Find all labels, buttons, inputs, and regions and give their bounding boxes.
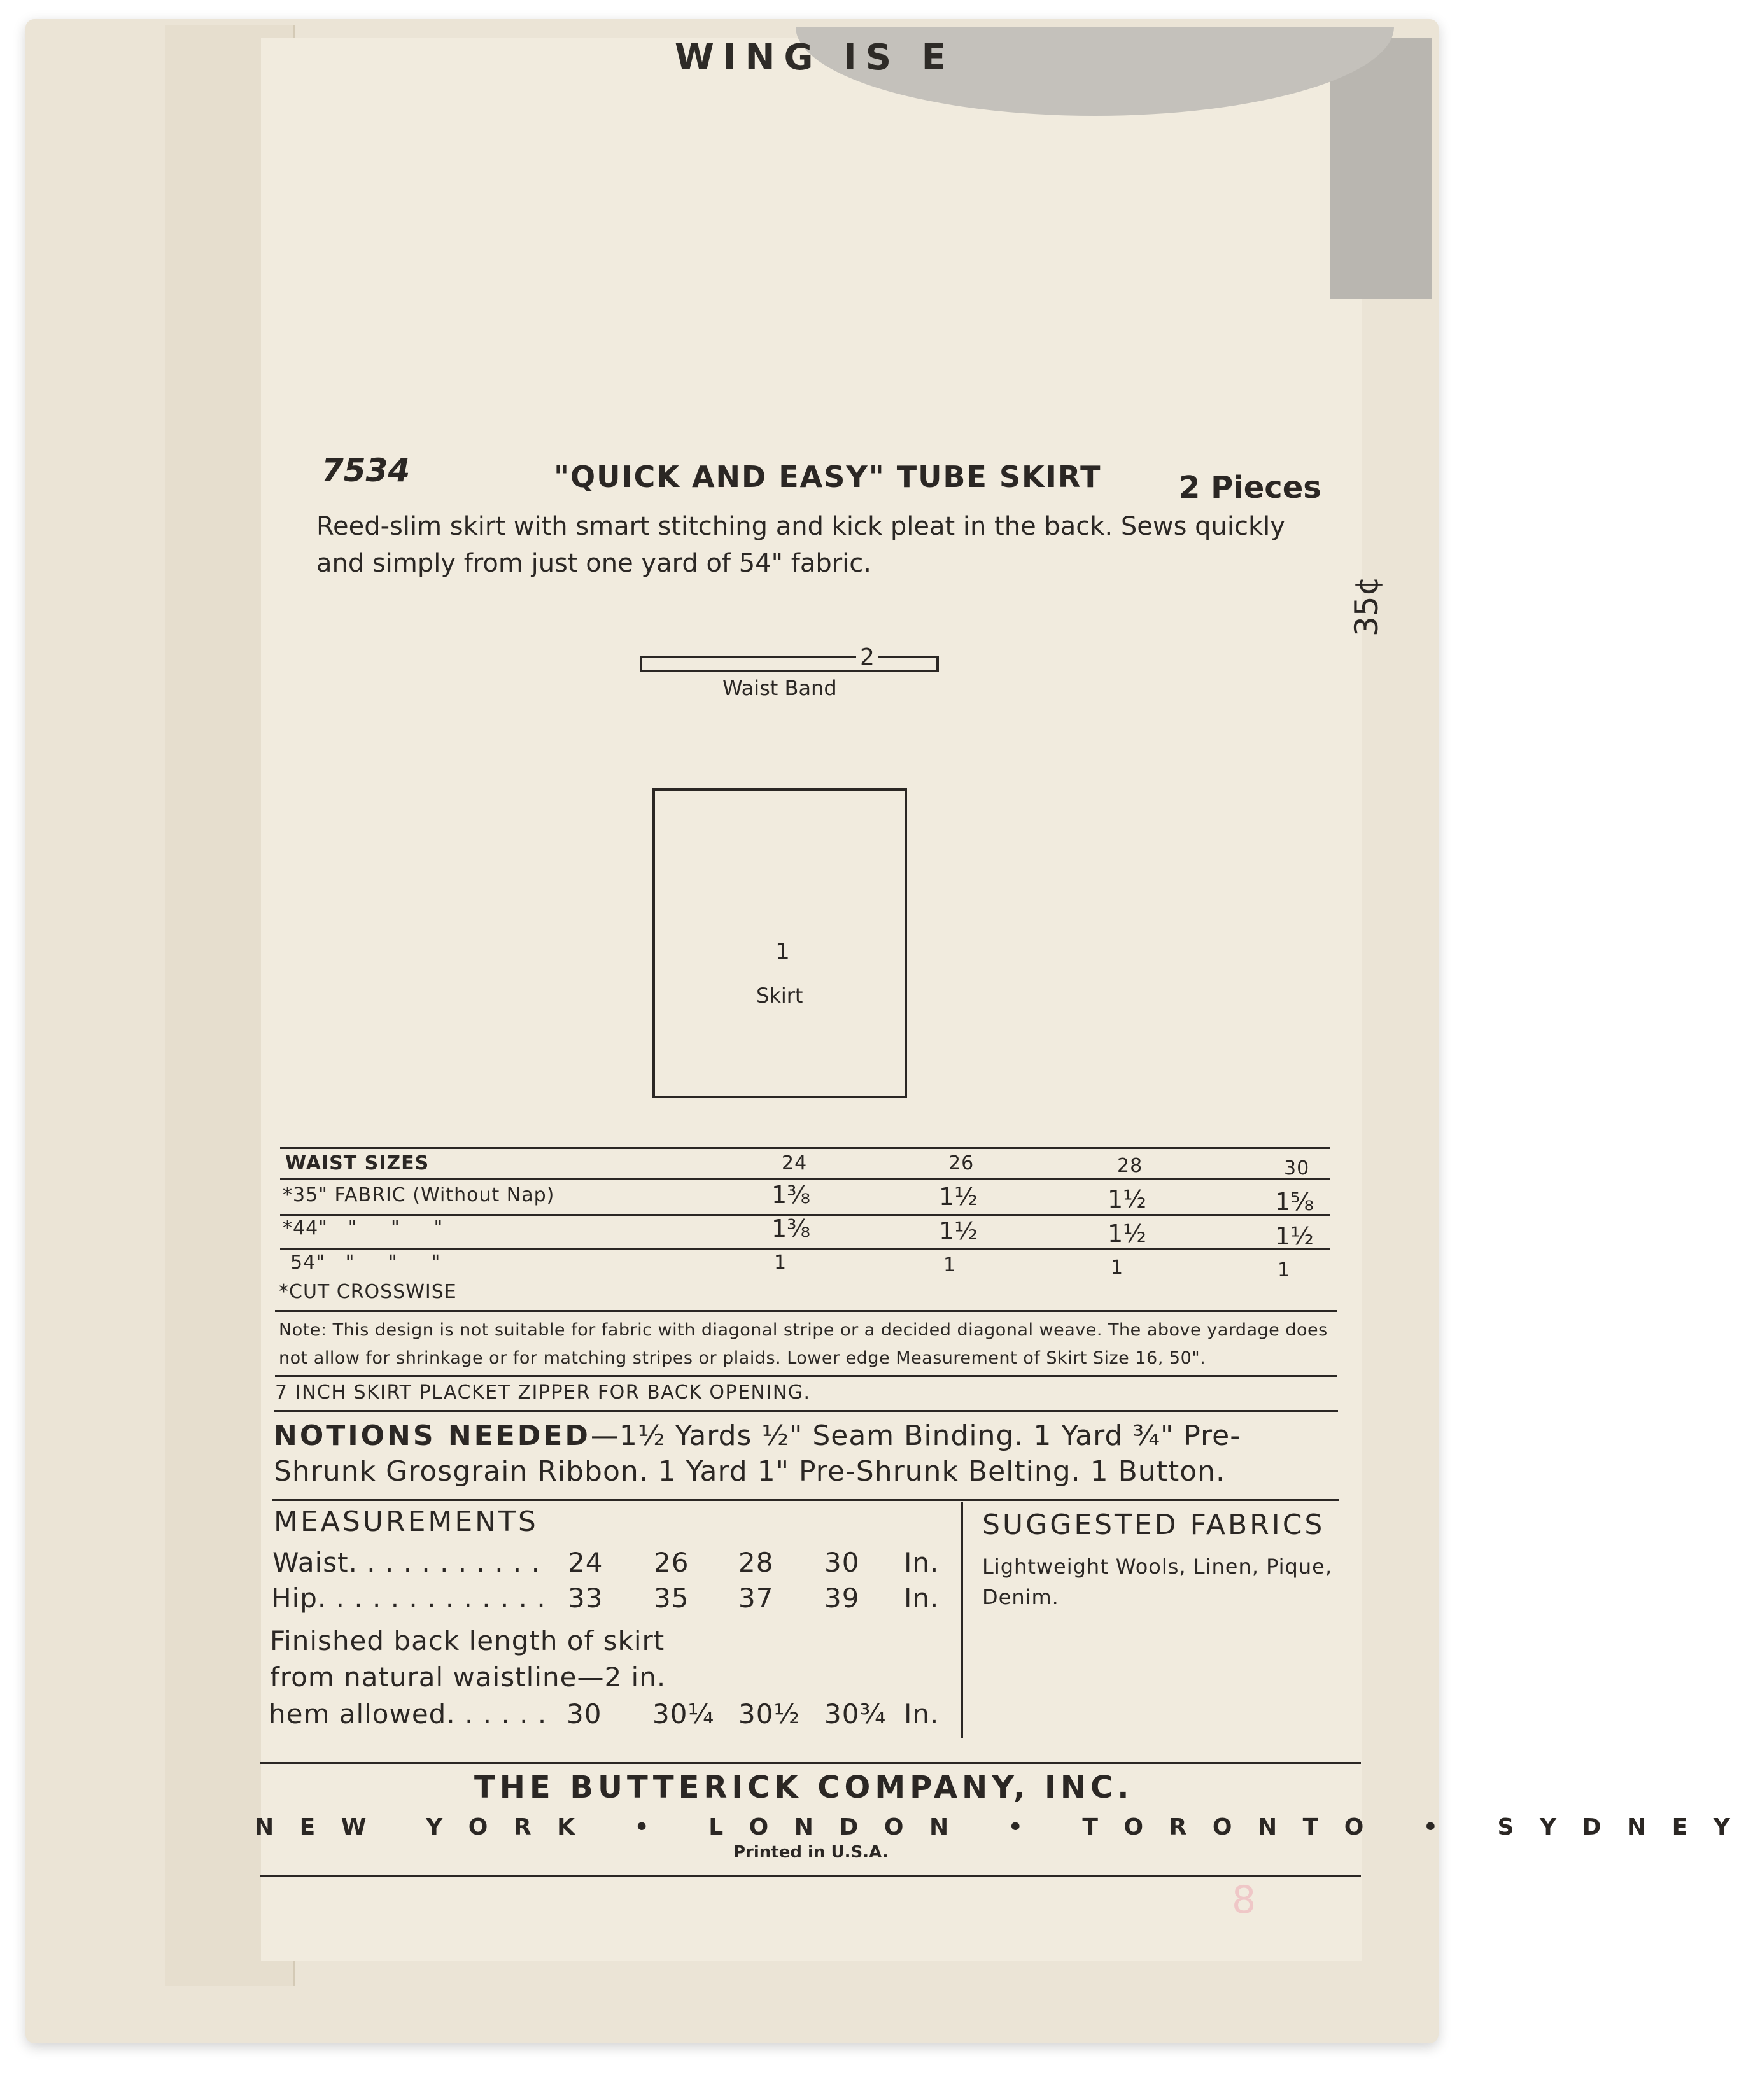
waistband-label: Waist Band [722,676,837,700]
skirt-label: Skirt [756,983,803,1008]
measurement-value: 33 [568,1582,603,1614]
measurement-unit: In. [904,1547,940,1578]
notions-needed [274,1418,1343,1490]
notions-label: NOTIONS NEEDED [274,1420,591,1452]
yardage-row-label: *35" FABRIC (Without Nap) [283,1184,555,1206]
yardage-cell: 1½ [1108,1220,1147,1248]
measurement-value: 28 [738,1547,774,1578]
envelope-corner-insert [1330,38,1432,299]
company-name: THE BUTTERICK COMPANY, INC. [474,1770,1134,1805]
measurement-value: 39 [824,1582,860,1614]
fabric-note: Note: This design is not suitable for fabric with diagonal stripe or a decided diagonal weave. The above yardage does not allow for shrinkage or for matching stripes or plaids. Lower edge Measurement of Skirt Size 16, 50". [279,1320,1328,1368]
pattern-title: "QUICK AND EASY" TUBE SKIRT [554,460,1102,494]
size-header: 30 [1284,1157,1310,1180]
yardage-cell: 1½ [939,1217,978,1245]
column-divider [961,1502,963,1738]
price-label: 35¢ [1348,575,1385,637]
measurement-value: 30¾ [824,1698,887,1730]
measurements-heading: MEASUREMENTS [274,1505,539,1538]
table-rule [272,1499,1339,1501]
measurement-value: 26 [654,1547,689,1578]
pattern-number: 7534 [321,452,411,489]
waistband-piece [640,656,939,672]
length-description: Finished back length of skirt [270,1625,665,1656]
measurement-value: 35 [654,1582,689,1614]
price-stamp: 8 [1232,1878,1257,1922]
table-rule [275,1375,1337,1377]
pattern-description: Reed-slim skirt with smart stitching and kick pleat in the back. Sews quickly and simply from just one yard of 54" fabric. [316,512,1285,578]
measurement-label: hem allowed. . . . . . [269,1698,547,1730]
size-header: 28 [1117,1155,1143,1177]
yardage-cell: 1⅜ [771,1215,811,1243]
size-header: 26 [948,1152,975,1174]
measurement-unit: In. [904,1698,940,1730]
waistband-number: 2 [856,644,878,670]
measurement-value: 37 [738,1582,774,1614]
yardage-cell: 1 [1278,1259,1291,1281]
yardage-cell: 1⅜ [771,1181,811,1209]
yardage-footnote: *CUT CROSSWISE [279,1281,457,1303]
measurement-value: 30½ [738,1698,801,1730]
table-rule [280,1248,1330,1250]
yardage-cell: 1 [1111,1257,1124,1279]
company-cities: N E W Y O R K • L O N D O N • T O R O N T O • S Y D N E Y [255,1814,1739,1840]
size-header: 24 [782,1152,808,1174]
yardage-cell: 1⅝ [1275,1188,1314,1216]
length-description: from natural waistline—2 in. [270,1661,666,1693]
zipper-requirement: 7 INCH SKIRT PLACKET ZIPPER FOR BACK OPENING. [275,1381,811,1404]
printed-in: Printed in U.S.A. [733,1843,889,1862]
yardage-cell: 1½ [1108,1185,1147,1213]
yardage-cell: 1 [943,1254,957,1276]
measurement-unit: In. [904,1582,940,1614]
measurement-label: Waist. . . . . . . . . . . [272,1547,540,1578]
measurement-value: 30¼ [652,1698,715,1730]
table-rule [280,1147,1330,1149]
table-rule [280,1178,1330,1180]
skirt-number: 1 [775,939,790,965]
measurement-label: Hip. . . . . . . . . . . . . [271,1582,546,1614]
measurement-value: 30 [567,1698,602,1730]
envelope-top-text: WING IS E [675,37,955,78]
yardage-cell: 1½ [939,1183,978,1211]
table-rule [275,1310,1337,1312]
notions-text: —1½ Yards ½" Seam Binding. 1 Yard ¾" Pre-Shrunk Grosgrain Ribbon. 1 Yard 1" Pre-Shrunk Belting. 1 Button. [274,1420,1241,1488]
fabrics-heading: SUGGESTED FABRICS [982,1509,1325,1541]
footer-rule [260,1875,1361,1877]
yardage-row-label: 54" " " " [290,1251,441,1274]
table-rule [274,1410,1338,1412]
yardage-cell: 1½ [1275,1222,1314,1250]
fabrics-text: Lightweight Wools, Linen, Pique, Denim. [982,1554,1332,1609]
yardage-row-label: *44" " " " [283,1217,444,1239]
footer-rule [260,1762,1361,1764]
pattern-pieces: 2 Pieces [1179,470,1321,505]
measurement-value: 24 [568,1547,603,1578]
yardage-cell: 1 [774,1251,787,1274]
yardage-header: WAIST SIZES [285,1152,430,1174]
measurement-value: 30 [824,1547,860,1578]
